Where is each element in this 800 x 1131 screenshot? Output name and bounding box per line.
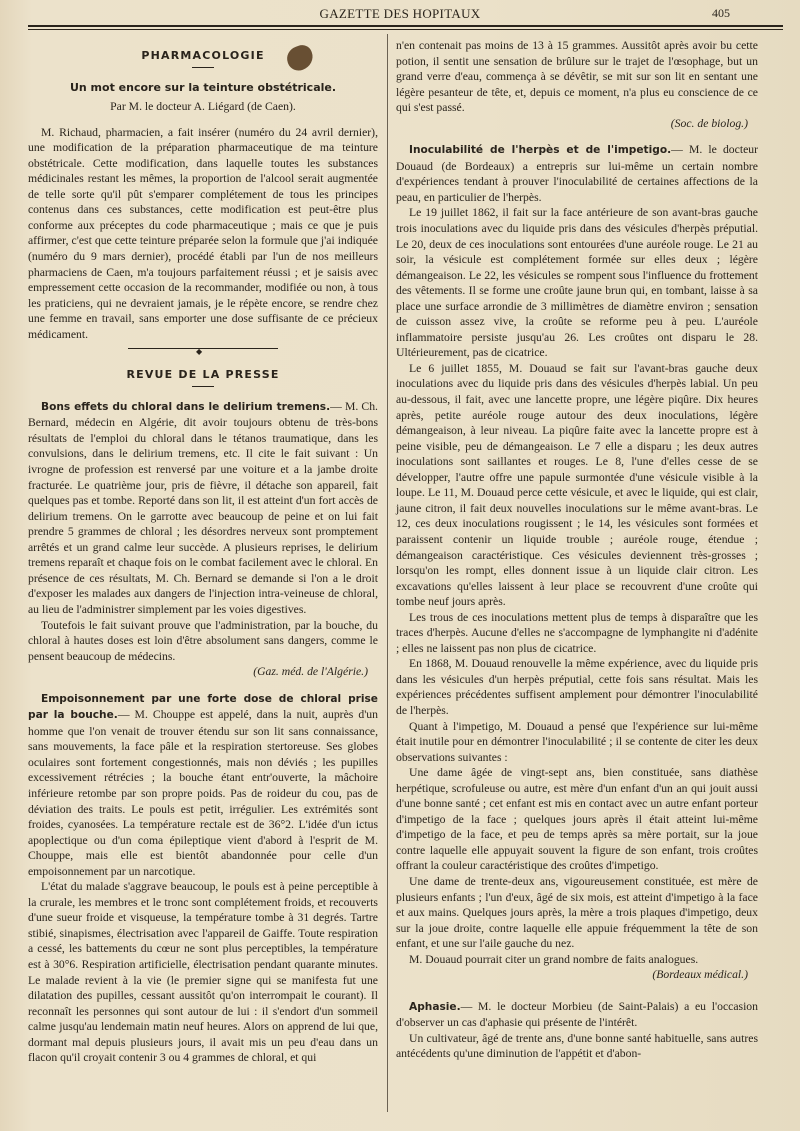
article-paragraph: Quant à l'impetigo, M. Douaud a pensé que l'expérience sur lui-même était inutile pour en démontrer l'inoculabilité ; il se contente de citer les deux observations suivantes : <box>396 719 758 764</box>
paragraph-text: — M. Chouppe est appelé, dans la nuit, auprès d'un homme que l'on venait de trouver étendu sur son lit sans connaissance, sans mouvements, la face pâle et la respiration stertoreuse. Ses globes oculaires sont fortement congestionnés, mais non déviés ; les pupilles excessivement rétrécies ; la bouche étant entr'ouverte, la mâchoire inférieure retombe par son propre poids. Pas de roideur du cou, pas de déviation des traits. Le pouls est petit, irrégulier. Les extrémités sont froides, cyanosées. La température rectale est de 36°2. L'idée d'un ictus apoplectique ou d'un coma épileptique vient d'abord à l'esprit de M. Chouppe, mais elle est bientôt abandonnée pour celle d'un empoisonnement par un narcotique. <box>28 708 378 878</box>
header-rule-thin <box>28 29 783 30</box>
article-heading-herpes: Inoculabilité de l'herpès et de l'impetigo. <box>409 144 672 157</box>
section-title-pharmacologie: PHARMACOLOGIE <box>141 49 265 62</box>
article-paragraph: Une dame âgée de vingt-sept ans, bien constituée, sans diathèse herpétique, scrofuleuse ou autre, est mère d'un enfant d'un an qui jouit aussi d'une bonne santé ; cet enfant est mis en contact avec un autre enfant porteur d'impetigo de la face ; quelques jours après il était atteint lui-même d'impetigo de la face, et peu de temps après sa mère portait, sur la joue contre laquelle elle appuyait souvent la figure de son enfant, trois croûtes offrant la couleur caractéristique des croûtes d'impetigo. <box>396 766 758 873</box>
section-divider <box>128 347 278 357</box>
header-rule <box>28 25 783 27</box>
article-paragraph: L'état du malade s'aggrave beaucoup, le pouls est à peine perceptible à la crurale, les membres et le tronc sont complétement froids, et recouverts d'une sueur froide et visqueuse, la température tombe à 31 degrés. Tartre stibié, sinapismes, électrisation avec l'appareil de Gaiffe. Toute respiration a cessé, les battements du cœur ne sont plus perceptibles, la température est à 30°6. Respiration artificielle, électrisation pendant quarante minutes. Le malade revient à la vie (le premier signe qui se manifesta fut une dilatation des pupilles, cessant aussitôt qu'on interrompait le courant). Il reconnaît les personnes qui sont autour de lui : il s'endort d'un sommeil calme jusqu'au lendemain matin neuf heures. Alors on apprend de lui que, dormant mal depuis plusieurs jours, il avait mis un peu d'eau dans un flacon qu'il croyait contenir 3 ou 4 grammes de chloral, et qui <box>28 880 378 1065</box>
article-paragraph: M. Douaud pourrait citer un grand nombre de faits analogues. <box>409 952 699 966</box>
article-byline: Par M. le docteur A. Liégard (de Caen). <box>110 100 296 114</box>
article-paragraph <box>28 691 378 880</box>
article-paragraph: Les trous de ces inoculations mettent plus de temps à disparaître que les traces d'herpès. Aucune d'elles ne s'accompagne de lymphangite ni d'adénite ; elles ne laissent pas non plus de cicatrice. <box>396 610 758 655</box>
paragraph-text: — M. le docteur Morbieu (de Saint-Palais) a eu l'occasion d'observer un cas d'aphasie qui présente de l'intérêt. <box>396 999 758 1030</box>
paragraph-text: — M. Ch. Bernard, médecin en Algérie, dit avoir toujours obtenu de très-bons résultats de l'emploi du chloral dans le tétanos traumatique, dans les convulsions, dans le delirium tremens, etc. Il cite le fait suivant : Un ivrogne de profession est renversé par une voiture et a la jambe droite fracturée. Le quatrième jour, pris de fièvre, il détache son appareil, fait quelques pas et tombe. Reporté dans son lit, il est atteint d'un fort accès de delirium tremens. On le garrotte avec beaucoup de peine et on lui fait prendre 5 grammes de chloral ; les désordres nerveux sont promptement arrêtés et un grand calme leur succède. A plusieurs reprises, le delirium tremens reparaît et chaque fois on le combat facilement avec le chloral. En présence de ces résultats, M. Ch. Bernard se demande si l'on a le droit d'exposer les malades aux dangers de l'injection intra-veineuse de chloral, au lieu de l'administrer simplement par les voies digestives. <box>28 399 378 616</box>
article-paragraph <box>396 999 758 1031</box>
running-header-title: GAZETTE DES HOPITAUX <box>319 6 481 21</box>
left-column <box>28 38 378 1066</box>
article-paragraph: Le 6 juillet 1855, M. Douaud se fait sur l'avant-bras gauche deux inoculations avec du liquide pris dans des vésicules d'herpès labial. Un peu au-dessous, il fait, avec une lancette propre, une légère piqûre. Dix heures après, petite auréole rouge autour des deux inoculations, légère démangeaison, à leur niveau. La piqûre faite avec la lancette propre est à peine visible, peu de démangeaison. Le 7 elle a disparu ; les deux autres inoculations sont saillantes et rouges. Le 8, l'une d'elles cesse de se développer, l'autre offre une papule surmontée d'une vésicule visible à la loupe. Le 11, M. Douaud perce cette vésicule, et avec le liquide, qui est clair, jaune citron, il fait deux nouvelles inoculations sur le même avant-bras. Le 12, ces deux inoculations rougissent ; le 14, les vésicules sont formées et paraissent contenir un liquide trouble ; auréole rouge, étendue ; démangeaison caractéristique. Ces vésicules deviennent très-grosses ; lorsqu'on les rompt, elles donnent issue à un liquide clair citron. Les excavations qu'elles laissent à leur place se recouvrent d'une croûte qui tombe neuf jours après. <box>396 361 758 609</box>
article-source: (Bordeaux médical.) <box>652 968 748 982</box>
article-paragraph: Toutefois le fait suivant prouve que l'administration, par la bouche, du chloral à hautes doses est loin d'être absolument sans dangers, comme le pensent beaucoup de médecins. <box>28 618 378 663</box>
article-paragraph <box>28 399 378 618</box>
page-number: 405 <box>712 6 730 20</box>
article-title-teinture: Un mot encore sur la teinture obstétricale. <box>69 80 337 94</box>
column-divider <box>387 34 388 1112</box>
article-heading-chloral: Bons effets du chloral dans le delirium tremens. <box>41 400 331 413</box>
divider-ornament-icon: ◆ <box>196 347 203 357</box>
article-source: (Gaz. méd. de l'Algérie.) <box>253 665 368 679</box>
article-paragraph: n'en contenait pas moins de 13 à 15 grammes. Aussitôt après avoir bu cette potion, il sentit une sensation de brûlure sur le trajet de l'œsophage, but un grand verre d'eau, commença à se dévêtir, se mit sur son lit en sentant une légère pesanteur de tête, et, depuis ce moment, n'a plus eu conscience de ce qui s'est passé. <box>396 39 758 115</box>
section-title-revue: REVUE DE LA PRESSE <box>126 368 280 382</box>
right-column <box>396 38 758 1062</box>
article-paragraph: Une dame de trente-deux ans, vigoureusement constituée, est mère de plusieurs enfants ; l'un d'eux, âgé de six mois, est atteint d'impetigo à la face et aux mains. Quelques jours après, la mère a trois plaques d'impetigo, deux sur la joue droite, contre laquelle elle appuie fréquemment la tête de son enfant, et une sur l'aile gauche du nez. <box>396 874 758 951</box>
article-paragraph: Un cultivateur, âgé de trente ans, d'une bonne santé habituelle, sans autres antécédents qu'une diminution de l'appétit et d'abon- <box>396 1031 758 1061</box>
article-heading-empoisonnement: Empoisonnement par une forte dose de chloral prise par la bouche. <box>28 692 378 722</box>
article-paragraph: M. Richaud, pharmacien, a fait insérer (numéro du 24 avril dernier), une modification de la préparation pharmaceutique de ma teinture obstétricale. Cette modification, dans laquelle toutes les substances médicinales restant les mêmes, la proportion de l'alcool serait augmentée de telle sorte qu'il pût s'emparer complétement de tous les principes contenus dans ces substances, cette modification est peut-être plus conforme aux préceptes du code pharmaceutique ; mais ce que je puis affirmer, c'est que cette teinture préparée selon la formule que j'ai indiquée (numéro du 9 mars dernier), procédé établi par l'un de nos meilleurs pharmaciens de Caen, m'a toujours parfaitement réussi ; et je saisis avec empressement cette occasion de la recommander, modifiée ou non, à tous les praticiens, qui ne devraient jamais, je le répète encore, se rendre chez une femme en travail, sans emporter une dose suffisante de ce précieux médicament. <box>28 125 378 341</box>
article-paragraph <box>396 142 758 205</box>
article-heading-aphasie: Aphasie. <box>409 1000 461 1013</box>
article-paragraph: En 1868, M. Douaud renouvelle la même expérience, avec du liquide pris dans les vésicules d'un herpès préputial, cette fois sans résultat. Mais les expériences précédentes suffisent amplement pour démontrer l'inoculabilité de l'herpès. <box>396 657 758 717</box>
section-rule <box>192 386 214 387</box>
article-paragraph: Le 19 juillet 1862, il fait sur la face antérieure de son avant-bras gauche trois inoculations avec du liquide pris dans des vésicules d'herpès préputial. Le 20, deux de ces inoculations sont entourées d'une auréole rouge. Le 21 au soir, la vésicule est complétement formée sur elles deux ; légère démangeaison. Le 22, les vésicules se rompent sous l'influence du frottement des vêtements. Il se forme une croûte jaune brun qui, en tombant, laisse à sa place une surface arrondie de 3 millimètres de diamètre environ ; sensation de cuisson assez vive, la croûte se reforme peu à peu. L'auréole inflammatoire persiste jusqu'au 26. Les croûtes ont disparu le 28. Ultérieurement, pas de cicatrice. <box>396 206 758 360</box>
paragraph-text: — M. le docteur Douaud (de Bordeaux) a entrepris sur lui-même un certain nombre d'expériences tendant à prouver l'inoculabilité de certaines affections de la peau, en particulier de l'herpès. <box>396 143 759 204</box>
section-rule <box>192 67 214 68</box>
article-source: (Soc. de biolog.) <box>670 116 748 130</box>
